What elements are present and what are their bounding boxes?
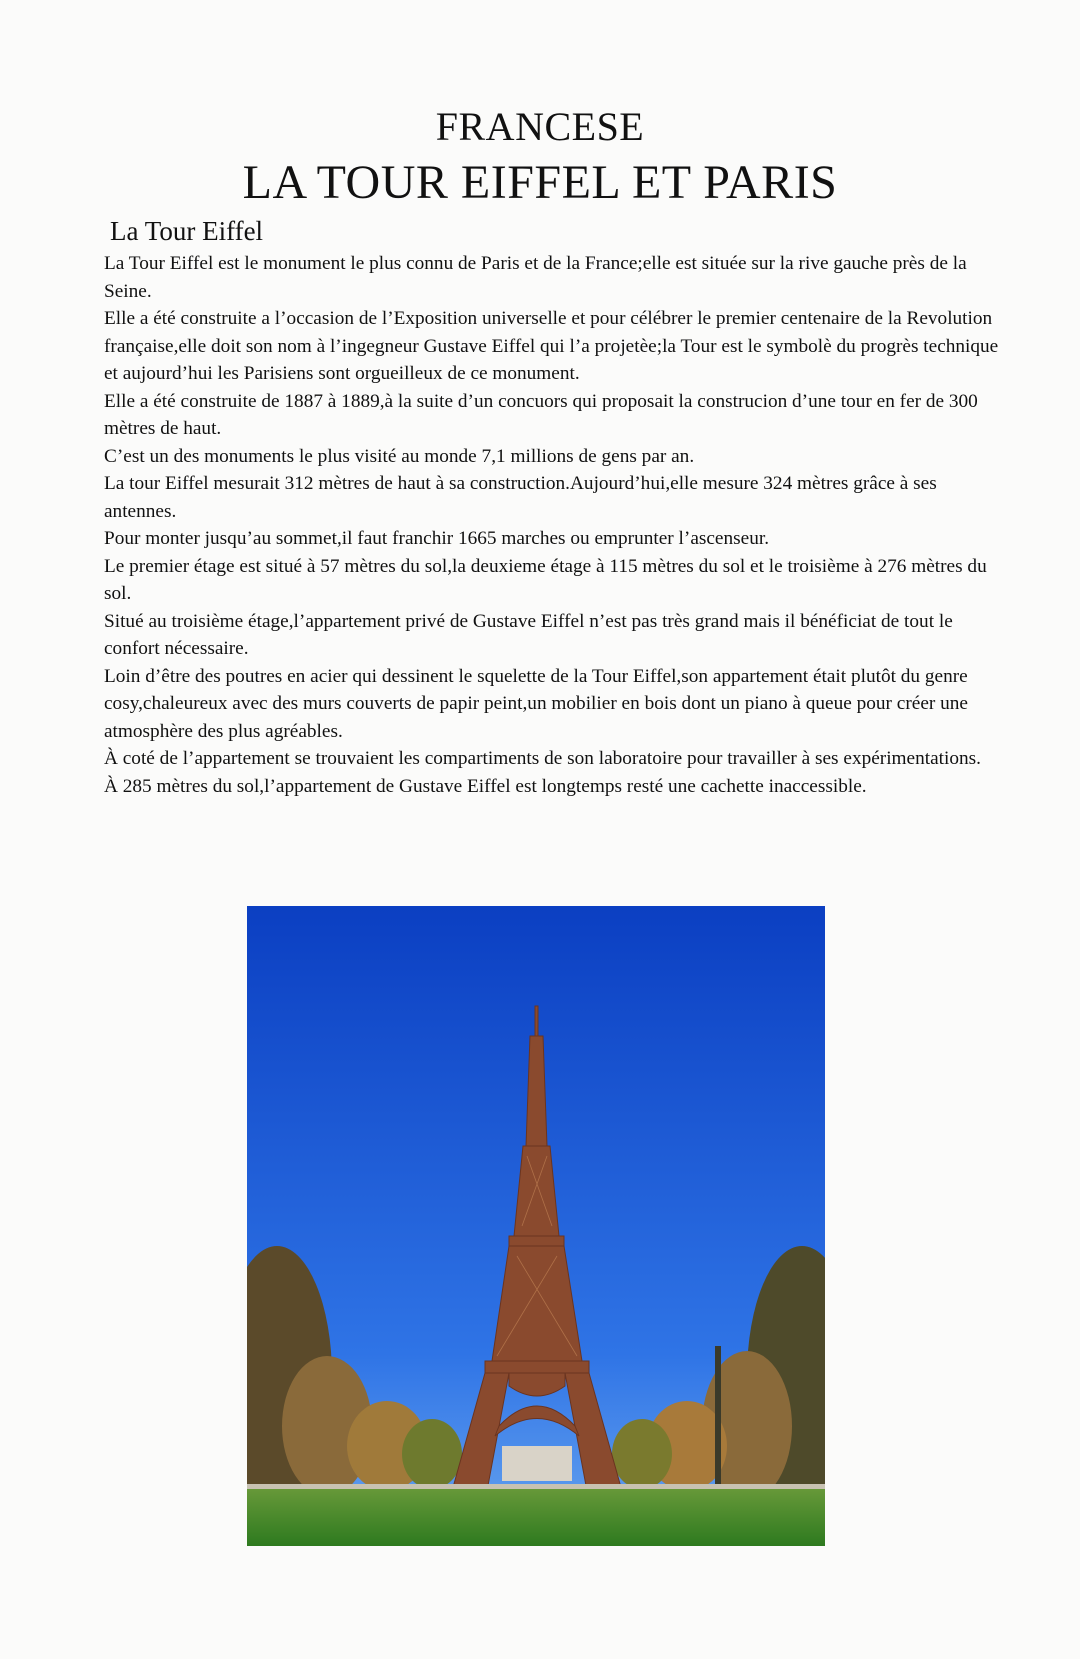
- body-text: [104, 250, 1009, 800]
- paragraph: À coté de l’appartement se trouvaient les compartiments de son laboratoire pour travailler à ses expérimentations.: [104, 748, 981, 769]
- lawn: [247, 1486, 825, 1546]
- paragraph: Elle a été construite de 1887 à 1889,à la suite d’un concuors qui proposait la construcion d’une tour en fer de 300 mètres de haut.: [104, 390, 978, 439]
- paragraph: Elle a été construite a l’occasion de l’Exposition universelle et pour célébrer le premier centenaire de la Revolution française,elle doit son nom à l’ingegneur Gustave Eiffel qui l’a projetèe;la Tour est le symbolè du progrès technique et aujourd’hui les Parisiens sont orgueilleux de ce monument.: [104, 308, 999, 384]
- section-heading: La Tour Eiffel: [110, 216, 264, 246]
- building: [502, 1446, 572, 1481]
- eiffel-tower-illustration: [247, 906, 825, 1546]
- subject-label: FRANCESE: [435, 104, 645, 149]
- paragraph: À 285 mètres du sol,l’appartement de Gustave Eiffel est longtemps resté une cachette inaccessible.: [104, 775, 867, 797]
- path: [247, 1484, 825, 1489]
- paragraph: Situé au troisième étage,l’appartement privé de Gustave Eiffel n’est pas très grand mais il bénéficiat de tout le confort nécessaire.: [104, 610, 953, 659]
- paragraph: La Tour Eiffel est le monument le plus connu de Paris et de la France;elle est située sur la rive gauche près de la Seine.: [104, 253, 967, 302]
- page-title: LA TOUR EIFFEL ET PARIS: [242, 156, 838, 209]
- paragraph: Loin d’être des poutres en acier qui dessinent le squelette de la Tour Eiffel,son appartement était plutôt du genre cosy,chaleureux avec des murs couverts de papir peint,un mobilier en bois dont un piano à queue pour créer une atmosphère des plus agréables.: [104, 665, 968, 742]
- paragraph: Pour monter jusqu’au sommet,il faut franchir 1665 marches ou emprunter l’ascenseur.: [104, 528, 770, 549]
- eiffel-tower-photo: [247, 906, 825, 1546]
- paragraph: Le premier étage est situé à 57 mètres du sol,la deuxieme étage à 115 mètres du sol et le troisième à 276 mètres du sol.: [104, 555, 987, 604]
- paragraph: La tour Eiffel mesurait 312 mètres de haut à sa construction.Aujourd’hui,elle mesure 324 mètres grâce à ses antennes.: [104, 473, 937, 522]
- paragraph: C’est un des monuments le plus visité au monde 7,1 millions de gens par an.: [104, 445, 695, 467]
